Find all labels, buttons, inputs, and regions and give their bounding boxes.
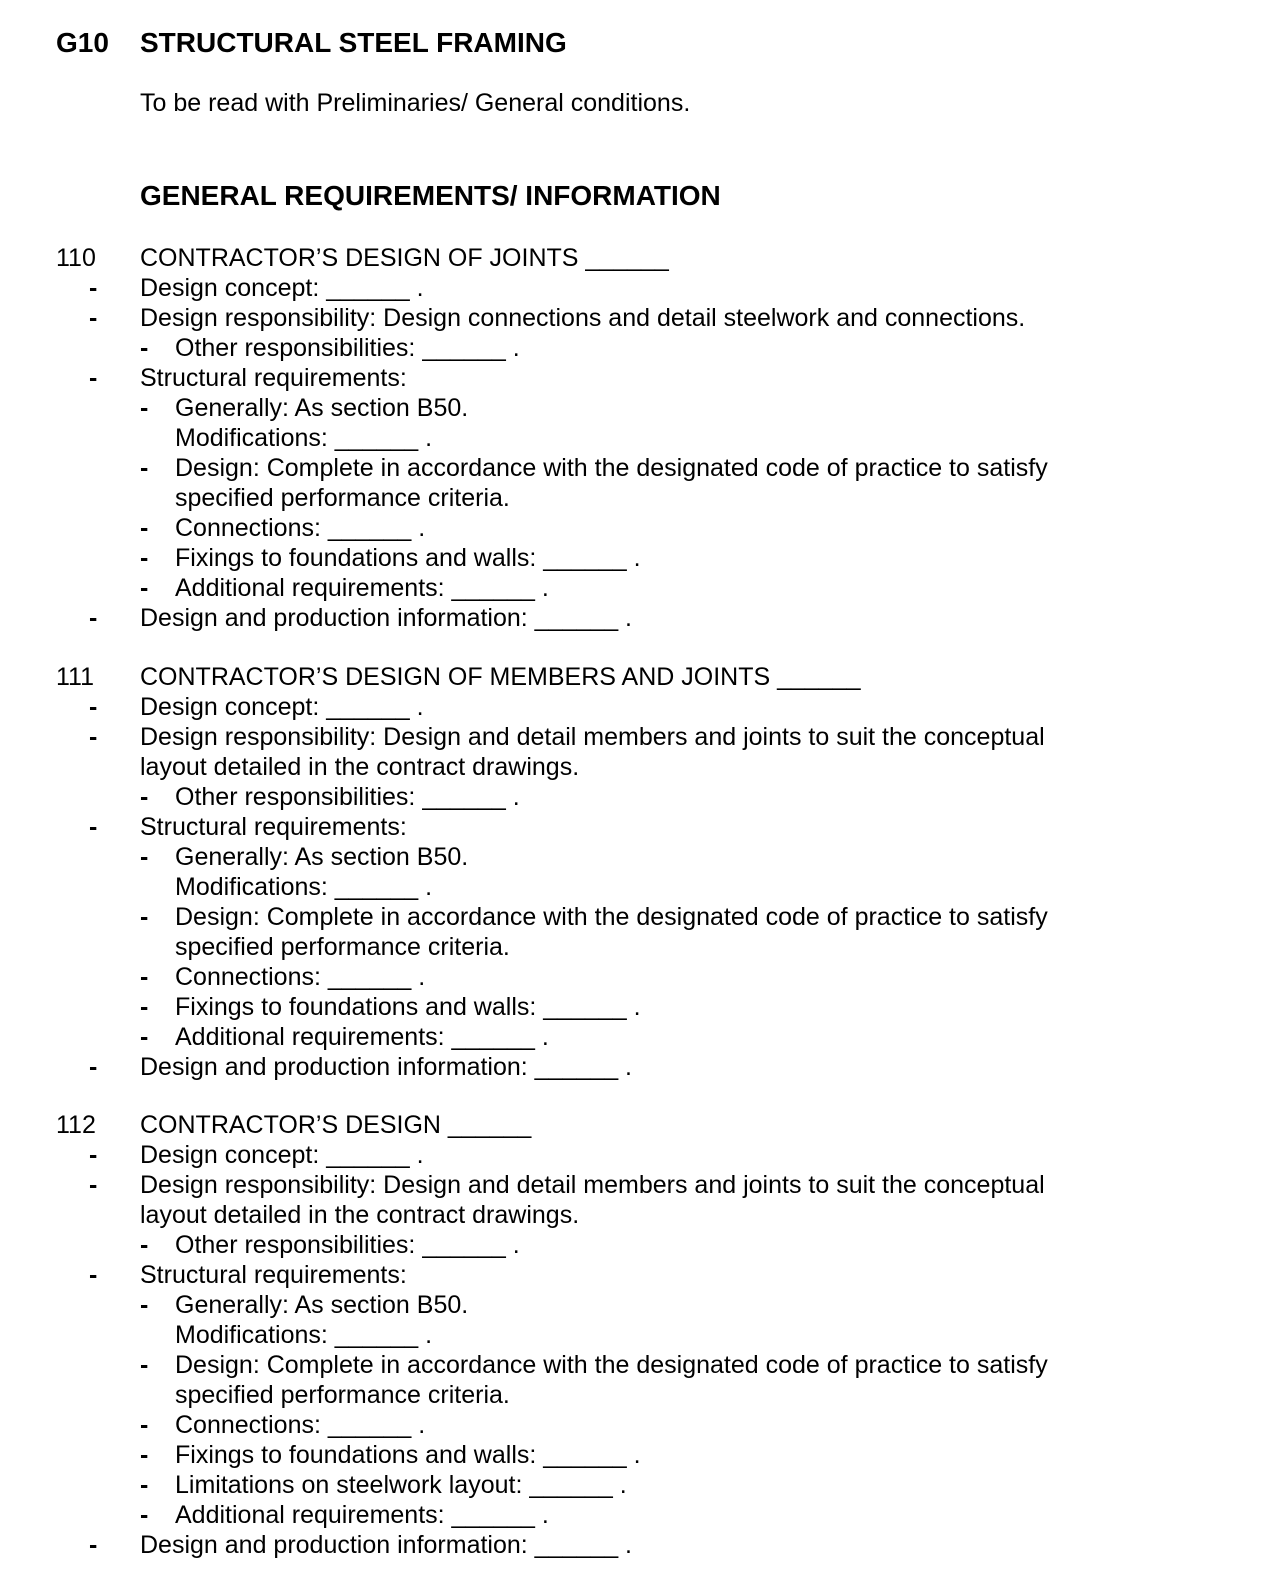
spec-line — [0, 1440, 1268, 1470]
section-title: STRUCTURAL STEEL FRAMING — [140, 27, 567, 58]
spec-line-text: specified performance criteria. — [175, 933, 510, 961]
bullet-dash: - — [140, 514, 149, 542]
spec-line-text: Limitations on steelwork layout: ______ . — [175, 1471, 627, 1499]
bullet-dash: - — [140, 1471, 149, 1499]
spec-line — [0, 752, 1268, 782]
spec-line-text: Structural requirements: — [140, 813, 407, 841]
spec-line — [0, 573, 1268, 603]
spec-line-text: Design and production information: ______ . — [140, 1053, 632, 1081]
spec-line — [0, 543, 1268, 573]
spec-line — [0, 1350, 1268, 1380]
spec-line-text: Design and production information: ______ . — [140, 604, 632, 632]
spec-line — [0, 603, 1268, 633]
spec-line — [0, 1500, 1268, 1530]
spec-line-text: specified performance criteria. — [175, 484, 510, 512]
spec-line-text: Modifications: ______ . — [175, 424, 433, 452]
spec-line-text: Additional requirements: ______ . — [175, 1501, 549, 1529]
clause-number: 110 — [56, 244, 96, 272]
bullet-dash: - — [89, 274, 98, 302]
spec-line-text: Connections: ______ . — [175, 1411, 426, 1439]
spec-line-text: Other responsibilities: ______ . — [175, 334, 520, 362]
spec-line — [0, 273, 1268, 303]
clause-title: CONTRACTOR’S DESIGN OF MEMBERS AND JOINTS ______ — [140, 663, 861, 691]
spec-line — [0, 992, 1268, 1022]
spec-line — [0, 363, 1268, 393]
bullet-dash: - — [89, 364, 98, 392]
spec-line-text: Design concept: ______ . — [140, 274, 424, 302]
bullet-dash: - — [140, 1411, 149, 1439]
bullet-dash: - — [89, 1141, 98, 1169]
bullet-dash: - — [140, 1291, 149, 1319]
spec-line-text: Design: Complete in accordance with the designated code of practice to satisfy — [175, 903, 1048, 931]
spec-line-text: Structural requirements: — [140, 1261, 407, 1289]
spec-line-text: Generally: As section B50. — [175, 1291, 469, 1319]
bullet-dash: - — [89, 813, 98, 841]
spec-line-text: Design responsibility: Design and detail members and joints to suit the conceptual — [140, 1171, 1045, 1199]
spec-line-text: Additional requirements: ______ . — [175, 574, 549, 602]
spec-line — [0, 1200, 1268, 1230]
spec-line-text: Connections: ______ . — [175, 963, 426, 991]
spec-line-text: Modifications: ______ . — [175, 1321, 433, 1349]
spec-line-text: Modifications: ______ . — [175, 873, 433, 901]
spec-line-text: specified performance criteria. — [175, 1381, 510, 1409]
spec-line-text: Design: Complete in accordance with the designated code of practice to satisfy — [175, 1351, 1048, 1379]
spec-line-text: Generally: As section B50. — [175, 843, 469, 871]
bullet-dash: - — [89, 1261, 98, 1289]
clause-title: CONTRACTOR’S DESIGN ______ — [140, 1111, 532, 1139]
bullet-dash: - — [140, 993, 149, 1021]
spec-line-text: Design responsibility: Design connections and detail steelwork and connections. — [140, 304, 1026, 332]
spec-line — [0, 393, 1268, 423]
clause-items — [0, 692, 1268, 1082]
read-with-note: To be read with Preliminaries/ General conditions. — [140, 89, 691, 117]
spec-line — [0, 1022, 1268, 1052]
bullet-dash: - — [89, 304, 98, 332]
clause-number: 111 — [56, 663, 95, 691]
bullet-dash: - — [140, 963, 149, 991]
spec-line — [0, 483, 1268, 513]
clause-items — [0, 1140, 1268, 1560]
spec-line — [0, 842, 1268, 872]
bullet-dash: - — [89, 693, 98, 721]
bullet-dash: - — [140, 394, 149, 422]
spec-line-text: Design concept: ______ . — [140, 693, 424, 721]
section-code: G10 — [56, 27, 109, 58]
bullet-dash: - — [140, 903, 149, 931]
spec-line — [0, 423, 1268, 453]
spec-line — [0, 1170, 1268, 1200]
spec-line — [0, 1290, 1268, 1320]
clause-items — [0, 273, 1268, 633]
spec-line — [0, 453, 1268, 483]
bullet-dash: - — [89, 604, 98, 632]
bullet-dash: - — [140, 1501, 149, 1529]
bullet-dash: - — [140, 843, 149, 871]
spec-line — [0, 692, 1268, 722]
spec-line — [0, 1260, 1268, 1290]
spec-line-text: Generally: As section B50. — [175, 394, 469, 422]
bullet-dash: - — [89, 1531, 98, 1559]
bullet-dash: - — [140, 544, 149, 572]
spec-line — [0, 333, 1268, 363]
bullet-dash: - — [140, 1023, 149, 1051]
spec-line-text: Design and production information: ______ . — [140, 1531, 632, 1559]
bullet-dash: - — [89, 1053, 98, 1081]
spec-line — [0, 1230, 1268, 1260]
spec-line — [0, 1052, 1268, 1082]
spec-line — [0, 1530, 1268, 1560]
spec-line-text: Other responsibilities: ______ . — [175, 1231, 520, 1259]
spec-line — [0, 513, 1268, 543]
spec-line — [0, 303, 1268, 333]
spec-line-text: Design concept: ______ . — [140, 1141, 424, 1169]
spec-line-text: Connections: ______ . — [175, 514, 426, 542]
bullet-dash: - — [140, 1441, 149, 1469]
spec-line — [0, 872, 1268, 902]
spec-line — [0, 1320, 1268, 1350]
spec-line-text: Design: Complete in accordance with the designated code of practice to satisfy — [175, 454, 1048, 482]
spec-line-text: layout detailed in the contract drawings. — [140, 1201, 580, 1229]
bullet-dash: - — [140, 334, 149, 362]
clause-title: CONTRACTOR’S DESIGN OF JOINTS ______ — [140, 244, 669, 272]
spec-line — [0, 932, 1268, 962]
spec-line-text: Additional requirements: ______ . — [175, 1023, 549, 1051]
spec-line — [0, 1410, 1268, 1440]
bullet-dash: - — [89, 723, 98, 751]
spec-line — [0, 1380, 1268, 1410]
bullet-dash: - — [140, 783, 149, 811]
spec-line-text: Fixings to foundations and walls: ______ . — [175, 993, 641, 1021]
spec-line — [0, 902, 1268, 932]
bullet-dash: - — [140, 1351, 149, 1379]
clause-number: 112 — [56, 1111, 96, 1139]
spec-line — [0, 782, 1268, 812]
bullet-dash: - — [89, 1171, 98, 1199]
spec-line — [0, 1140, 1268, 1170]
spec-line-text: Structural requirements: — [140, 364, 407, 392]
spec-line — [0, 812, 1268, 842]
spec-line — [0, 1470, 1268, 1500]
spec-line — [0, 962, 1268, 992]
spec-line-text: Design responsibility: Design and detail members and joints to suit the conceptual — [140, 723, 1045, 751]
bullet-dash: - — [140, 574, 149, 602]
spec-line-text: Fixings to foundations and walls: ______ . — [175, 544, 641, 572]
bullet-dash: - — [140, 1231, 149, 1259]
bullet-dash: - — [140, 454, 149, 482]
spec-line-text: layout detailed in the contract drawings. — [140, 753, 580, 781]
spec-line-text: Other responsibilities: ______ . — [175, 783, 520, 811]
spec-line-text: Fixings to foundations and walls: ______ . — [175, 1441, 641, 1469]
spec-line — [0, 722, 1268, 752]
group-heading: GENERAL REQUIREMENTS/ INFORMATION — [140, 180, 721, 211]
